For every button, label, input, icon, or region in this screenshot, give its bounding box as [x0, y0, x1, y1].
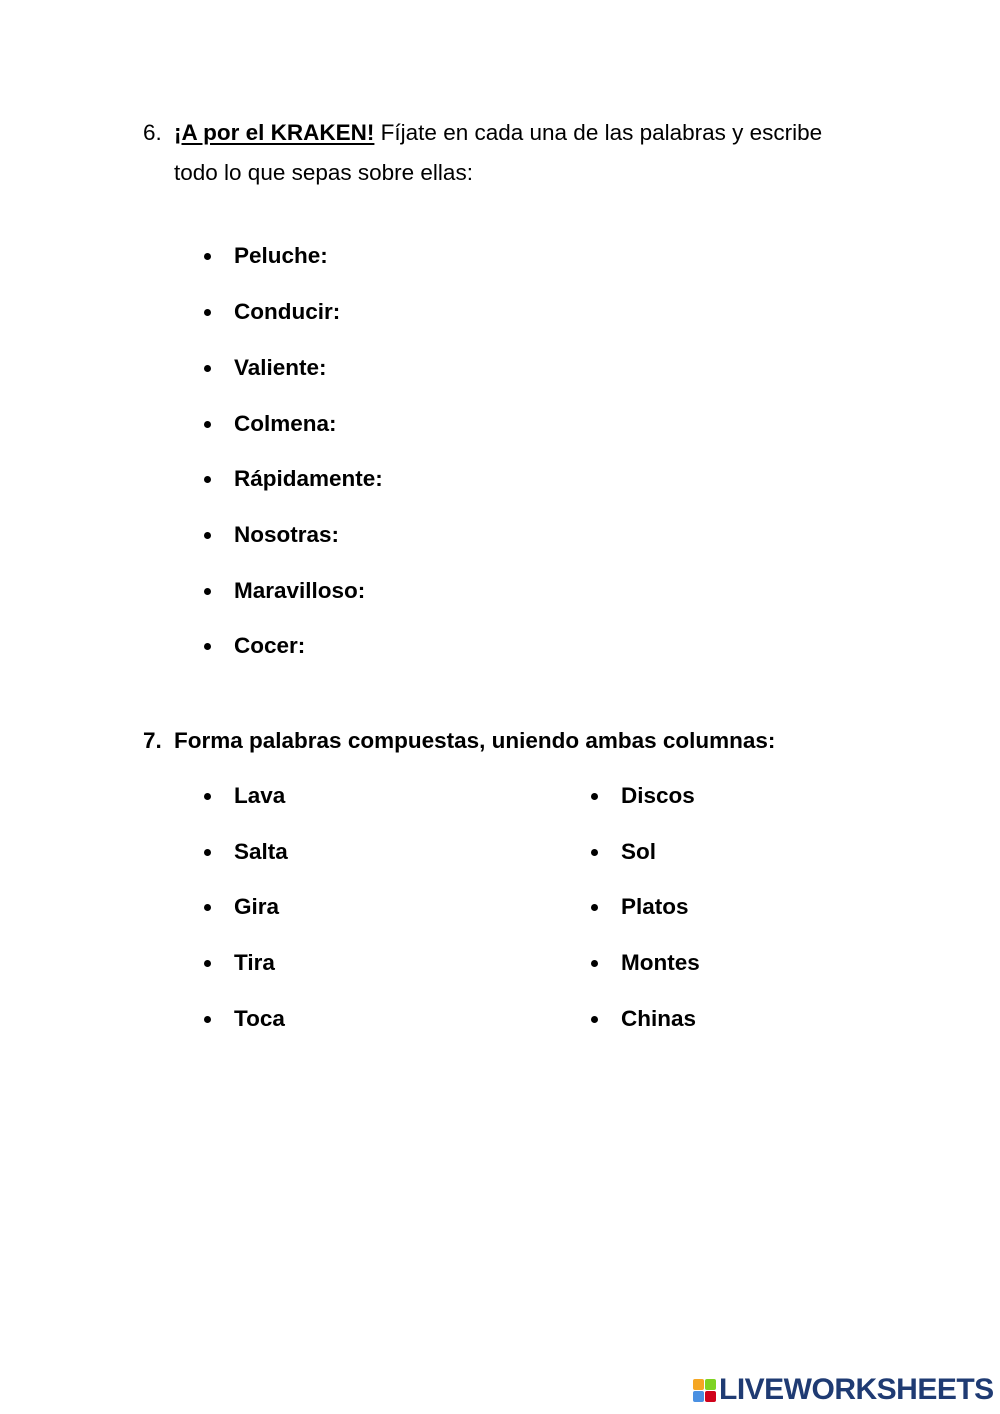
list-item-word: [234, 465, 383, 493]
bullet-icon: [591, 793, 598, 800]
right-column-item: [621, 1005, 696, 1033]
list-item-word: [234, 242, 328, 270]
brand-text: LIVEWORKSHEETS: [719, 1373, 994, 1406]
left-word: Tira: [234, 950, 275, 975]
bullet-icon: [204, 476, 211, 483]
list-item-word: [234, 577, 365, 605]
question-7-prompt: [143, 727, 775, 755]
word-label: Peluche:: [234, 243, 328, 268]
word-label: Rápidamente:: [234, 466, 383, 491]
list-item-word: [234, 632, 305, 660]
question-7-number: 7.: [143, 728, 162, 753]
bullet-icon: [204, 309, 211, 316]
bullet-icon: [204, 588, 211, 595]
liveworksheets-brand: [693, 1374, 994, 1406]
bullet-icon: [204, 532, 211, 539]
left-column-item: [234, 893, 279, 921]
question-6-highlight: ¡A por el KRAKEN!: [174, 120, 375, 145]
bullet-icon: [204, 421, 211, 428]
logo-square-1: [693, 1379, 704, 1390]
right-word: Sol: [621, 839, 657, 864]
left-column-item: [234, 838, 288, 866]
left-column-item: [234, 1005, 285, 1033]
bullet-icon: [591, 1016, 598, 1023]
left-word: Lava: [234, 783, 286, 808]
bullet-icon: [591, 960, 598, 967]
bullet-icon: [591, 849, 598, 856]
bullet-icon: [204, 793, 211, 800]
right-word: Chinas: [621, 1006, 697, 1031]
word-label: Nosotras:: [234, 522, 340, 547]
liveworksheets-logo-icon: [693, 1379, 716, 1402]
question-6-text-line2: todo lo que sepas sobre ellas:: [174, 160, 473, 185]
word-label: Maravilloso:: [234, 578, 366, 603]
left-column-item: [234, 782, 285, 810]
left-column-item: [234, 949, 275, 977]
logo-square-4: [705, 1391, 716, 1402]
left-word: Gira: [234, 894, 280, 919]
left-word: Salta: [234, 839, 288, 864]
bullet-icon: [204, 253, 211, 260]
logo-square-2: [705, 1379, 716, 1390]
right-column-item: [621, 949, 700, 977]
word-label: Valiente:: [234, 355, 327, 380]
list-item-word: [234, 298, 340, 326]
right-column-item: [621, 782, 695, 810]
list-item-word: [234, 410, 337, 438]
word-label: Cocer:: [234, 633, 306, 658]
bullet-icon: [591, 904, 598, 911]
right-word: Montes: [621, 950, 700, 975]
word-label: Conducir:: [234, 299, 341, 324]
bullet-icon: [204, 1016, 211, 1023]
bullet-icon: [204, 643, 211, 650]
question-6-prompt: [143, 119, 822, 147]
right-column-item: [621, 893, 689, 921]
list-item-word: [234, 354, 327, 382]
left-word: Toca: [234, 1006, 285, 1031]
question-6-text-line1: Fíjate en cada una de las palabras y escribe: [374, 120, 823, 145]
list-item-word: [234, 521, 339, 549]
question-7-title: Forma palabras compuestas, uniendo ambas columnas:: [174, 728, 776, 753]
bullet-icon: [204, 904, 211, 911]
logo-square-3: [693, 1391, 704, 1402]
question-6-number: 6.: [143, 120, 162, 145]
bullet-icon: [204, 960, 211, 967]
right-word: Platos: [621, 894, 689, 919]
bullet-icon: [204, 849, 211, 856]
bullet-icon: [204, 365, 211, 372]
right-word: Discos: [621, 783, 695, 808]
right-column-item: [621, 838, 656, 866]
word-label: Colmena:: [234, 411, 337, 436]
